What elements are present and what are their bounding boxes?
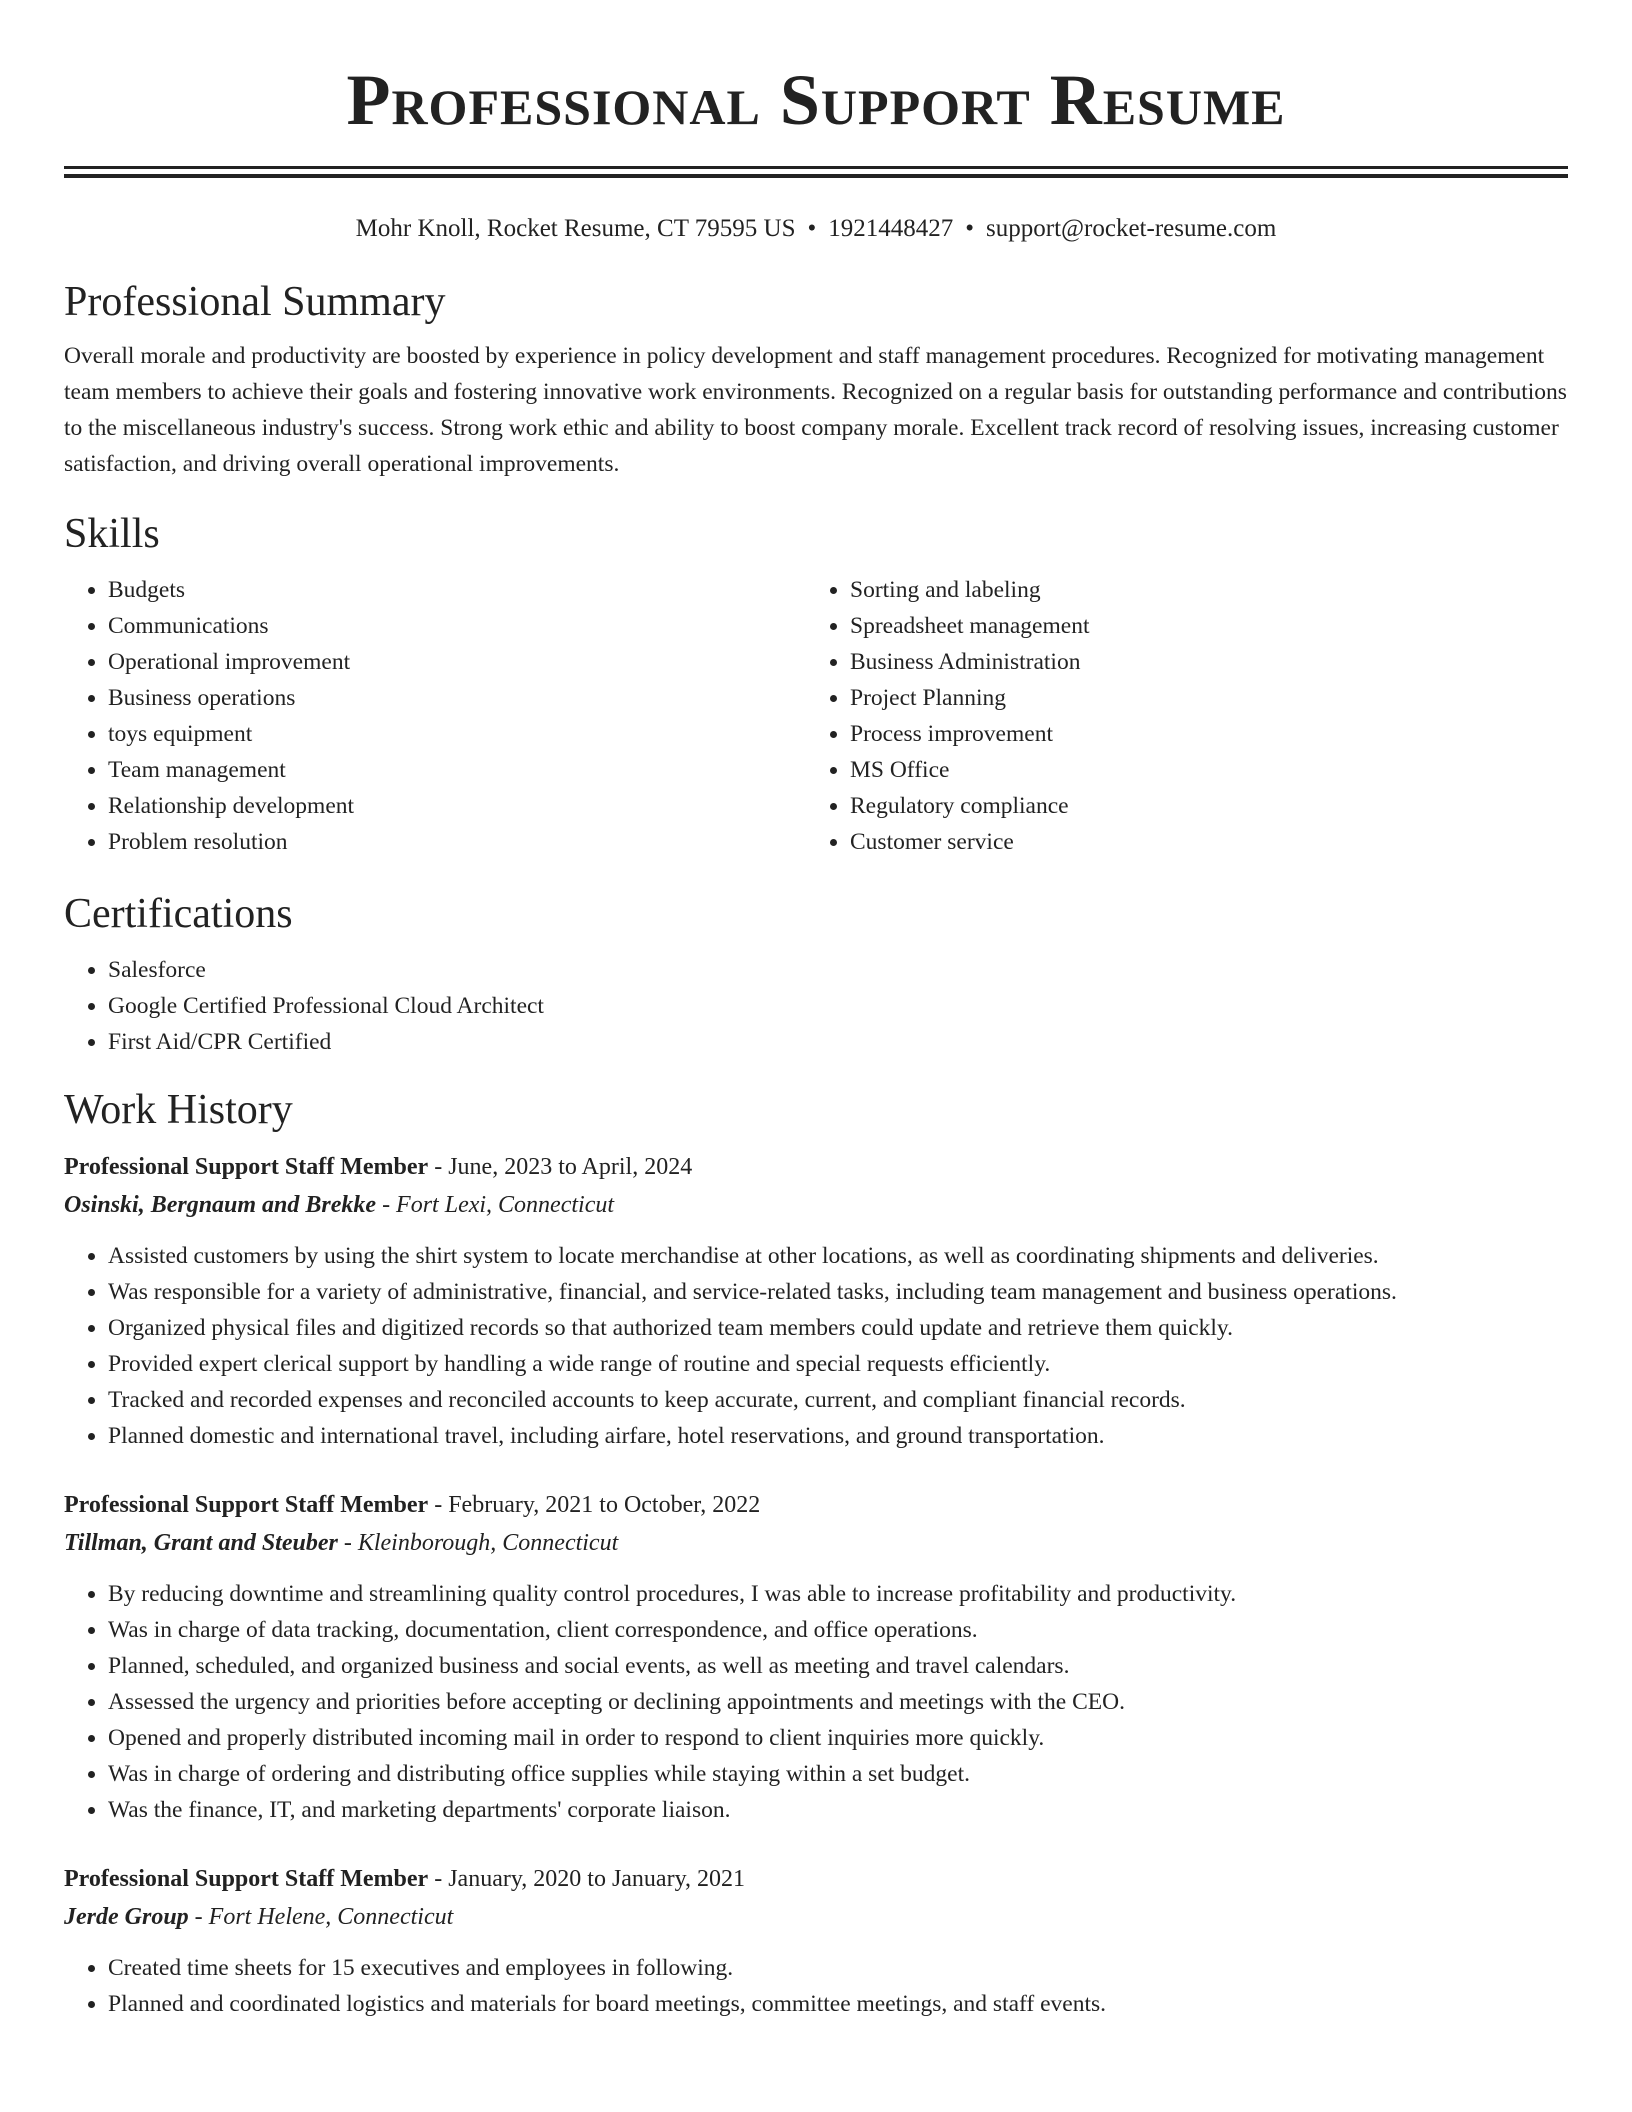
- summary-section: [64, 276, 1568, 482]
- job-bullet: • Was in charge of ordering and distributing office supplies while staying within a set budget.: [108, 1756, 1568, 1792]
- work-history-section: [64, 1084, 1568, 2022]
- resume-page: [64, 0, 1568, 2022]
- job-company: Osinski, Bergnaum and Brekke: [64, 1192, 377, 1218]
- skill-item: • Business Administration: [850, 644, 1548, 680]
- job-bullet: • Assisted customers by using the shirt system to locate merchandise at other locations, as well as coordinating shipments and deliveries.: [108, 1238, 1568, 1274]
- job-bullet: • By reducing downtime and streamlining quality control procedures, I was able to increase profitability and productivity.: [108, 1576, 1568, 1612]
- skills-columns: [64, 572, 1568, 860]
- contact-email: support@rocket-resume.com: [986, 215, 1277, 242]
- job-company: Jerde Group: [64, 1904, 189, 1930]
- job-bullet: • Tracked and recorded expenses and reconciled accounts to keep accurate, current, and compliant financial records.: [108, 1382, 1568, 1418]
- job-title-line: [64, 1860, 1568, 1898]
- summary-text: Overall morale and productivity are boosted by experience in policy development and staff management procedures. Recognized for motivating management team members to achieve their goals and fostering innovative work environments. Recognized on a regular basis for outstanding performance and contributions to the miscellaneous industry's success. Strong work ethic and ability to boost company morale. Excellent track record of resolving issues, increasing customer satisfaction, and driving overall operational improvements.: [64, 343, 1567, 477]
- skills-list-left: [64, 572, 806, 860]
- job-dates: - February, 2021 to October, 2022: [428, 1492, 761, 1518]
- job-location: - Fort Helene, Connecticut: [188, 1904, 454, 1930]
- job-role: Professional Support Staff Member: [64, 1154, 429, 1180]
- skill-item: • Communications: [108, 608, 806, 644]
- title-divider: [64, 166, 1568, 178]
- skill-item: • Problem resolution: [108, 824, 806, 860]
- work-history-heading: Work History: [64, 1087, 293, 1133]
- job-title-line: [64, 1148, 1568, 1186]
- job-bullet: • Was in charge of data tracking, documentation, client correspondence, and office operations.: [108, 1612, 1568, 1648]
- skill-item: • Spreadsheet management: [850, 608, 1548, 644]
- job-company-line: [64, 1524, 1568, 1562]
- skill-item: • Project Planning: [850, 680, 1548, 716]
- job-dates: - June, 2023 to April, 2024: [428, 1154, 693, 1180]
- contact-address: Mohr Knoll, Rocket Resume, CT 79595 US: [355, 215, 796, 242]
- job-entry: [64, 1860, 1568, 2022]
- job-location: - Kleinborough, Connecticut: [337, 1530, 619, 1556]
- job-company: Tillman, Grant and Steuber: [64, 1530, 338, 1556]
- job-dates: - January, 2020 to January, 2021: [428, 1866, 746, 1892]
- job-role: Professional Support Staff Member: [64, 1492, 429, 1518]
- job-bullet: • Was responsible for a variety of administrative, financial, and service-related tasks, including team management and business operations.: [108, 1274, 1568, 1310]
- job-bullet: • Planned and coordinated logistics and materials for board meetings, committee meetings, and staff events.: [108, 1986, 1568, 2022]
- skill-item: • Process improvement: [850, 716, 1548, 752]
- job-title-line: [64, 1486, 1568, 1524]
- certifications-list: [64, 952, 1568, 1060]
- job-role: Professional Support Staff Member: [64, 1866, 429, 1892]
- skill-item: • Budgets: [108, 572, 806, 608]
- job-bullets: [64, 1950, 1568, 2022]
- skills-list-right: [806, 572, 1548, 860]
- skills-heading: Skills: [64, 511, 160, 557]
- job-bullet: • Created time sheets for 15 executives and employees in following.: [108, 1950, 1568, 1986]
- certification-item: • First Aid/CPR Certified: [108, 1024, 1568, 1060]
- job-bullets: [64, 1576, 1568, 1828]
- job-bullet: • Planned, scheduled, and organized business and social events, as well as meeting and travel calendars.: [108, 1648, 1568, 1684]
- skill-item: • Customer service: [850, 824, 1548, 860]
- job-bullet: • Assessed the urgency and priorities before accepting or declining appointments and meetings with the CEO.: [108, 1684, 1568, 1720]
- skill-item: • MS Office: [850, 752, 1548, 788]
- skill-item: • Relationship development: [108, 788, 806, 824]
- contact-separator: •: [965, 215, 975, 242]
- job-entry: [64, 1486, 1568, 1828]
- job-entry: [64, 1148, 1568, 1454]
- summary-heading: Professional Summary: [64, 279, 446, 325]
- contact-separator: •: [807, 215, 817, 242]
- certifications-section: [64, 888, 1568, 1060]
- skill-item: • Operational improvement: [108, 644, 806, 680]
- job-bullet: • Organized physical files and digitized records so that authorized team members could update and retrieve them quickly.: [108, 1310, 1568, 1346]
- job-bullet: • Opened and properly distributed incoming mail in order to respond to client inquiries more quickly.: [108, 1720, 1568, 1756]
- certifications-heading: Certifications: [64, 891, 293, 937]
- job-bullets: [64, 1238, 1568, 1454]
- skill-item: • Business operations: [108, 680, 806, 716]
- skill-item: • Regulatory compliance: [850, 788, 1548, 824]
- job-bullet: • Was the finance, IT, and marketing departments' corporate liaison.: [108, 1792, 1568, 1828]
- certification-item: • Google Certified Professional Cloud Architect: [108, 988, 1568, 1024]
- skill-item: • Team management: [108, 752, 806, 788]
- skill-item: • Sorting and labeling: [850, 572, 1548, 608]
- certification-item: • Salesforce: [108, 952, 1568, 988]
- job-bullet: • Provided expert clerical support by handling a wide range of routine and special requests efficiently.: [108, 1346, 1568, 1382]
- contact-line: [64, 212, 1568, 246]
- job-bullet: • Planned domestic and international travel, including airfare, hotel reservations, and ground transportation.: [108, 1418, 1568, 1454]
- job-company-line: [64, 1186, 1568, 1224]
- job-location: - Fort Lexi, Connecticut: [376, 1192, 615, 1218]
- contact-phone: 1921448427: [828, 215, 954, 242]
- resume-title: Professional Support Resume: [346, 60, 1286, 140]
- job-company-line: [64, 1898, 1568, 1936]
- skill-item: • toys equipment: [108, 716, 806, 752]
- skills-section: [64, 508, 1568, 860]
